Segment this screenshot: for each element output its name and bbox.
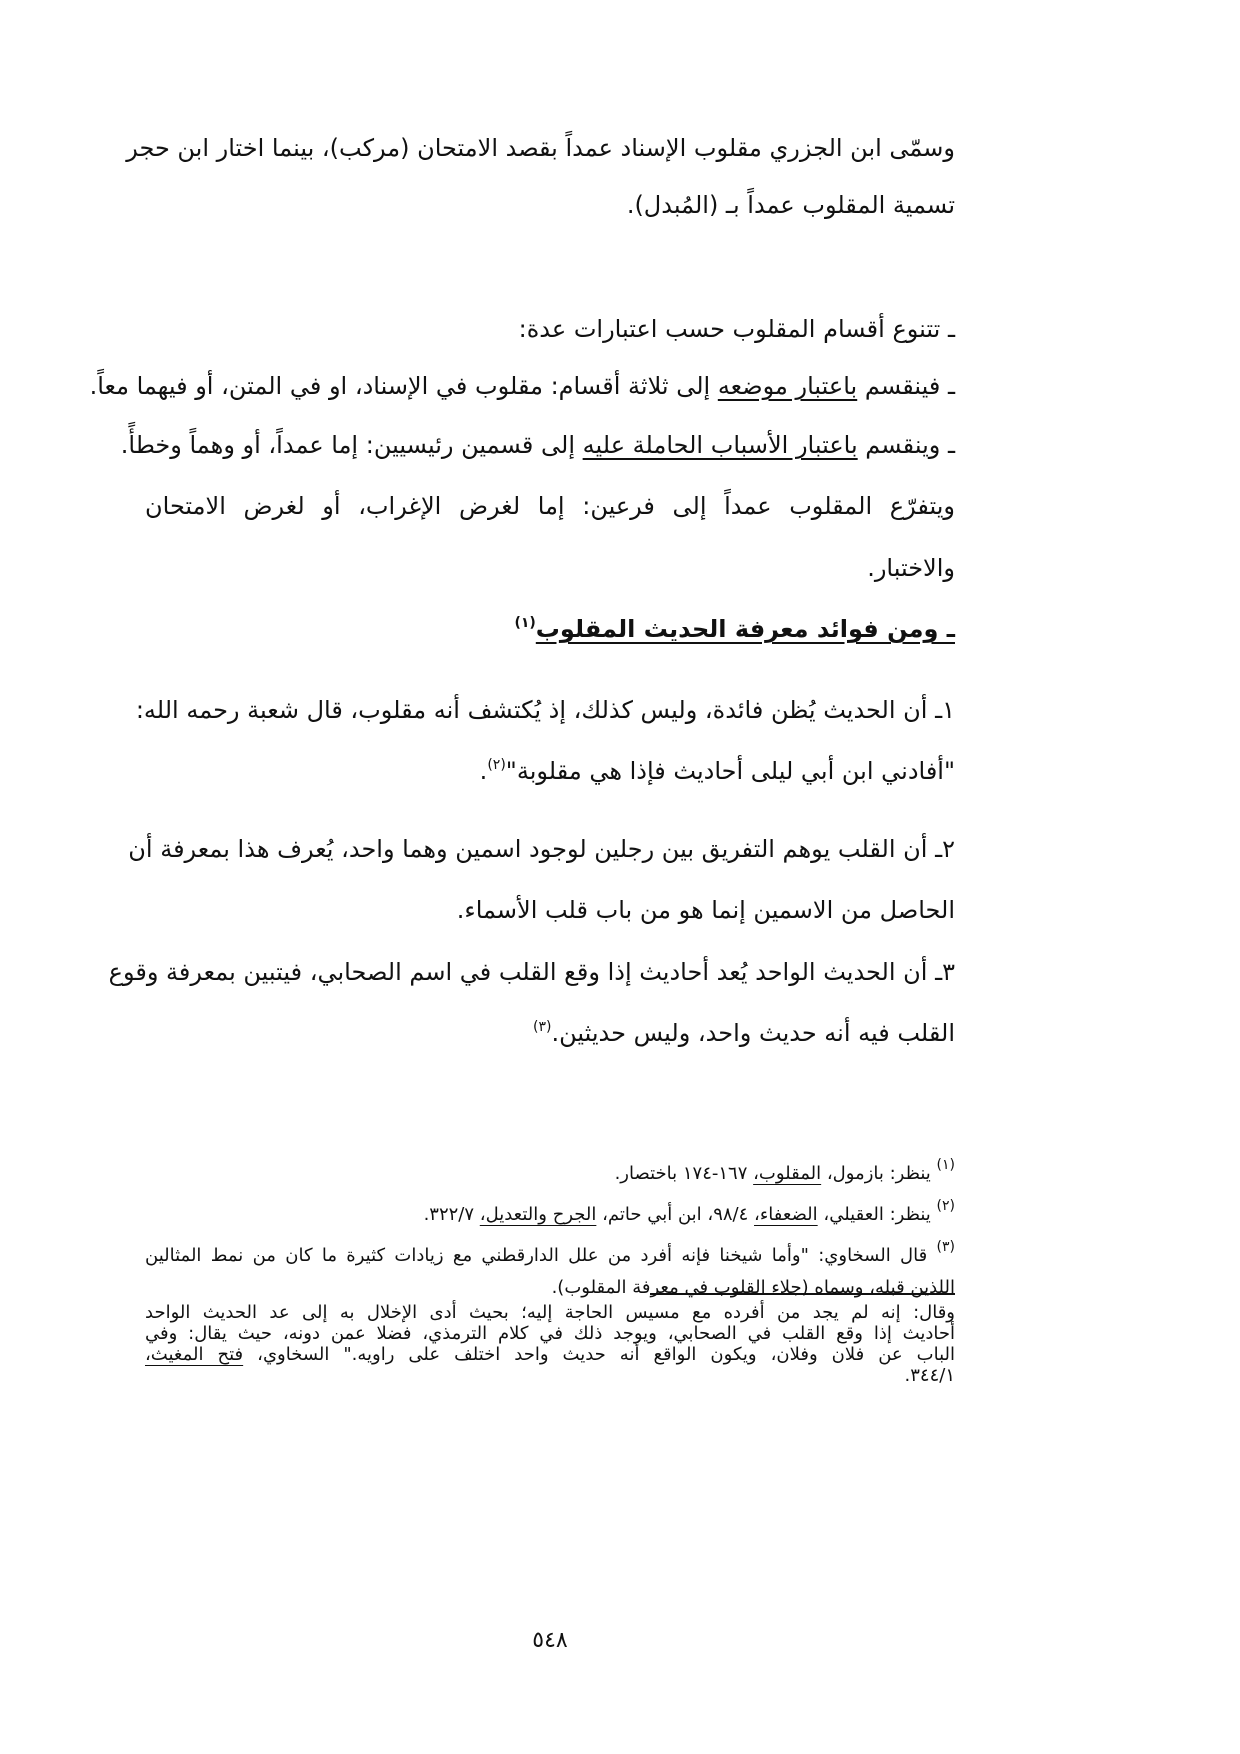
footnote-2 (145, 1198, 955, 1227)
footnote-3-continuation (145, 1302, 955, 1386)
footnote-1-title: المقلوب، (753, 1163, 822, 1184)
item-1-end: . (479, 757, 488, 785)
item-3-text: القلب فيه أنه حديث واحد، وليس حديثين. (551, 1019, 955, 1047)
paragraph-3 (89, 369, 955, 403)
footnote-3-title: فتح المغيث، (145, 1344, 244, 1365)
item-1-line-1: ١ـ أن الحديث يُظن فائدة، وليس كذلك، إذ يُكتشف أنه مقلوب، قال شعبة رحمه الله: (135, 696, 955, 724)
item-3-line-2 (145, 1016, 955, 1050)
footnote-1-prefix: ينظر: بازمول، (821, 1163, 937, 1184)
section-heading (145, 612, 955, 646)
footnote-3-line-2: اللذين قبله، وسماه (جلاء القلوب في معرفة المقلوب). (551, 1277, 955, 1298)
footnote-ref-3: (٣) (532, 1019, 552, 1035)
item-1-quote: "أفادني ابن أبي ليلى أحاديث فإذا هي مقلوبة" (505, 757, 955, 785)
footnote-1 (145, 1157, 955, 1186)
footnote-1-suffix: ١٦٧-١٧٤ باختصار. (614, 1163, 754, 1184)
footnote-3-line-1-text: قال السخاوي: "وأما شيخنا فإنه أفرد من علل الدارقطني مع زيادات كثيرة ما كان من نمط المثالين (145, 1245, 937, 1266)
footnote-3-mark: (٣) (936, 1239, 955, 1255)
paragraph-1-line-2: تسمية المقلوب عمداً بـ (المُبدل). (626, 191, 955, 219)
footnote-3-line-5 (145, 1344, 955, 1365)
page-number: ٥٤٨ (532, 1628, 568, 1653)
section-heading-text: ـ ومن فوائد معرفة الحديث المقلوب (535, 615, 955, 643)
paragraph-4-suffix: إلى قسمين رئيسيين: إما عمداً، أو وهماً وخطأً. (120, 431, 583, 459)
paragraph-1-line-1: وسمّى ابن الجزري مقلوب الإسناد عمداً بقصد الامتحان (مركب)، بينما اختار ابن حجر (126, 134, 955, 162)
item-3-line-1: ٣ـ أن الحديث الواحد يُعد أحاديث إذا وقع القلب في اسم الصحابي، فيتبين بمعرفة وقوع (108, 958, 955, 986)
item-2-line-1: ٢ـ أن القلب يوهم التفريق بين رجلين لوجود اسمين وهما واحد، يُعرف هذا بمعرفة أن (128, 835, 955, 863)
paragraph-5-line-2: والاختبار. (867, 554, 955, 582)
footnote-2-prefix: ينظر: العقيلي، (817, 1204, 937, 1225)
paragraph-5-line-1: ويتفرّع المقلوب عمداً إلى فرعين: إما لغرض الإغراب، أو لغرض الامتحان (145, 492, 955, 520)
footnote-3-line-3: وقال: إنه لم يجد من أفرده مع مسيس الحاجة إليه؛ بحيث أدى الإخلال به إلى عد الحديث الواحد (145, 1302, 955, 1323)
footnote-1-mark: (١) (936, 1157, 955, 1173)
footnote-2-title-2: الجرح والتعديل، (479, 1204, 597, 1225)
footnote-3-line-5-text: الباب عن فلان وفلان، ويكون الواقع أنه حديث واحد اختلف على راويه." السخاوي، (243, 1344, 955, 1365)
paragraph-3-underlined: باعتبار موضعه (717, 372, 858, 400)
footnote-2-mark: (٢) (936, 1198, 955, 1214)
document-page (89, 0, 955, 1754)
footnote-3-line-1 (145, 1239, 955, 1268)
item-2-line-2: الحاصل من الاسمين إنما هو من باب قلب الأسماء. (456, 896, 955, 924)
footnote-2-suffix: ٣٢٢/٧. (423, 1204, 480, 1225)
footnote-3-line-6: ٣٤٤/١. (904, 1365, 955, 1386)
paragraph-4 (120, 428, 955, 462)
footnote-2-title-1: الضعفاء، (754, 1204, 818, 1225)
item-1-line-2 (145, 754, 955, 788)
paragraph-3-suffix: إلى ثلاثة أقسام: مقلوب في الإسناد، او في المتن، أو فيهما معاً. (89, 372, 718, 400)
footnote-2-middle: ٩٨/٤، ابن أبي حاتم، (596, 1204, 755, 1225)
footnote-3-line-4: أحاديث إذا وقع القلب في الصحابي، ويوجد ذلك في كلام الترمذي، فضلا عمن دونه، حيث يقال: وفي (145, 1323, 955, 1344)
footnote-ref-2: (٢) (487, 757, 506, 773)
paragraph-4-underlined: باعتبار الأسباب الحاملة عليه (582, 431, 858, 459)
paragraph-4-prefix: ـ وينقسم (857, 431, 955, 459)
paragraph-2: ـ تتنوع أقسام المقلوب حسب اعتبارات عدة: (518, 315, 955, 343)
footnote-ref-1: (١) (514, 615, 536, 631)
paragraph-3-prefix: ـ فينقسم (857, 372, 955, 400)
